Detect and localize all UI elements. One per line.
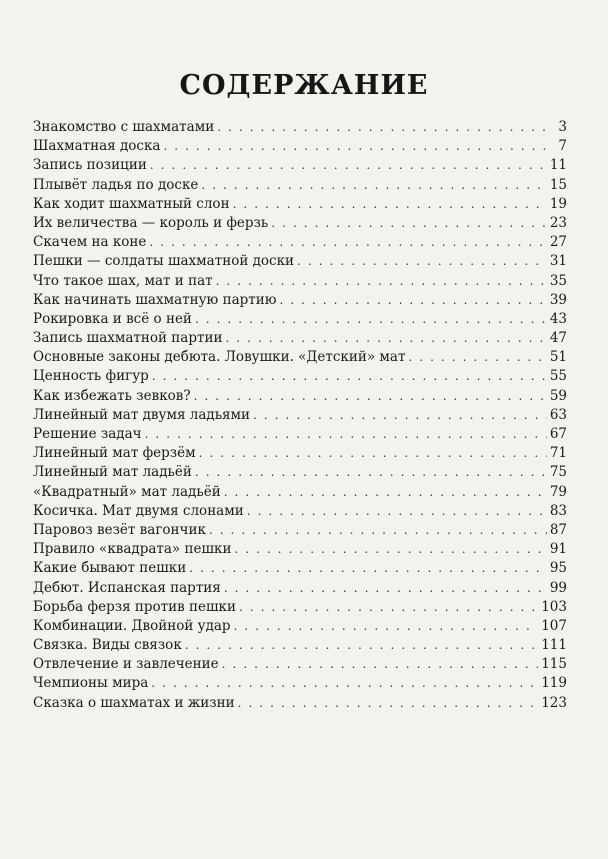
dot-leader [297, 252, 547, 271]
toc-entry [33, 483, 567, 502]
toc-entry-page-number: 95 [549, 560, 567, 577]
toc-entry [33, 137, 567, 156]
dot-leader [163, 137, 550, 156]
dot-leader [195, 463, 547, 482]
toc-entry [33, 674, 567, 693]
dot-leader [201, 176, 546, 195]
toc-entry-page-number: 7 [558, 138, 567, 155]
toc-entry-page-number: 27 [549, 234, 567, 251]
toc-entry-page-number: 35 [549, 272, 567, 289]
toc-entry-title: Решение задач [33, 426, 142, 442]
toc-entry-page-number: 47 [549, 330, 567, 347]
toc-entry [33, 387, 567, 406]
toc-entry [33, 463, 567, 482]
dot-leader [279, 291, 546, 310]
toc-entry-page-number: 3 [558, 119, 567, 135]
toc-entry [33, 118, 567, 137]
toc-entry-title: Ценность фигур [33, 368, 149, 385]
toc-entry-title: «Квадратный» мат ладьёй [33, 483, 221, 500]
toc-entry-page-number: 19 [549, 195, 567, 212]
toc-entry [33, 367, 567, 386]
dot-leader [271, 214, 547, 233]
dot-leader [152, 367, 547, 386]
toc-entry [33, 252, 567, 271]
toc-entry-page-number: 67 [549, 426, 567, 442]
page-title: СОДЕРЖАНИЕ [179, 70, 429, 102]
toc-entry-page-number: 15 [549, 176, 567, 193]
toc-entry-title: Отвлечение и завлечение [33, 656, 219, 673]
toc-entry [33, 540, 567, 559]
dot-leader [149, 233, 546, 252]
table-of-contents [33, 118, 567, 713]
toc-entry-title: Что такое шах, мат и пат [33, 272, 213, 289]
toc-entry-page-number: 51 [549, 349, 567, 366]
toc-entry [33, 406, 567, 425]
toc-entry-page-number: 11 [549, 157, 567, 174]
toc-entry-page-number: 99 [549, 579, 567, 596]
dot-leader [234, 617, 539, 636]
toc-entry-title: Их величества — король и ферзь [33, 214, 269, 231]
toc-entry-page-number: 63 [549, 406, 567, 423]
dot-leader [189, 559, 547, 578]
toc-entry-page-number: 23 [549, 214, 567, 231]
toc-entry-title: Плывёт ладья по доске [33, 176, 199, 193]
toc-entry [33, 502, 567, 521]
toc-entry [33, 559, 567, 578]
toc-entry-title: Комбинации. Двойной удар [33, 617, 231, 634]
toc-entry-page-number: 103 [541, 598, 567, 615]
toc-entry-page-number: 55 [549, 368, 567, 385]
toc-entry-page-number: 119 [541, 675, 567, 692]
toc-entry [33, 214, 567, 233]
dot-leader [195, 310, 547, 329]
toc-entry [33, 521, 567, 540]
toc-entry [33, 425, 567, 444]
toc-entry [33, 156, 567, 175]
toc-entry-title: Как начинать шахматную партию [33, 291, 277, 308]
toc-entry [33, 636, 567, 655]
toc-entry-title: Запись шахматной партии [33, 330, 223, 347]
toc-entry-title: Основные законы дебюта. Ловушки. «Детский» мат [33, 349, 406, 366]
toc-entry-page-number: 87 [549, 521, 567, 538]
toc-entry-title: Шахматная доска [33, 138, 161, 155]
toc-entry-page-number: 31 [549, 253, 567, 270]
dot-leader [150, 156, 547, 175]
toc-entry-page-number: 83 [549, 502, 567, 519]
toc-entry-page-number: 91 [549, 541, 567, 558]
toc-entry-title: Правило «квадрата» пешки [33, 541, 232, 558]
toc-entry-title: Косичка. Мат двумя слонами [33, 502, 244, 519]
toc-entry [33, 272, 567, 291]
toc-entry-page-number: 43 [549, 310, 567, 327]
toc-entry-title: Линейный мат ладьёй [33, 464, 192, 481]
toc-entry [33, 444, 567, 463]
toc-entry [33, 310, 567, 329]
toc-entry-title: Знакомство с шахматами [33, 119, 215, 135]
toc-entry-title: Линейный мат ферзём [33, 445, 196, 462]
toc-entry-title: Сказка о шахматах и жизни [33, 694, 235, 711]
toc-entry-title: Дебют. Испанская партия [33, 579, 221, 596]
toc-entry [33, 176, 567, 195]
dot-leader [225, 329, 546, 348]
toc-entry-page-number: 39 [549, 291, 567, 308]
dot-leader [253, 406, 547, 425]
toc-entry-title: Линейный мат двумя ладьями [33, 406, 251, 423]
dot-leader [209, 521, 547, 540]
toc-entry-title: Скачем на коне [33, 234, 147, 251]
toc-entry [33, 579, 567, 598]
dot-leader [239, 598, 538, 617]
toc-entry-title: Как избежать зевков? [33, 387, 191, 404]
toc-entry-page-number: 107 [541, 617, 567, 634]
dot-leader [199, 444, 547, 463]
dot-leader [151, 674, 538, 693]
dot-leader [224, 579, 547, 598]
toc-entry-page-number: 123 [541, 694, 567, 711]
dot-leader [408, 348, 546, 367]
dot-leader [216, 272, 547, 291]
toc-entry [33, 348, 567, 367]
toc-entry-title: Рокировка и всё о ней [33, 310, 192, 327]
dot-leader [217, 118, 550, 137]
toc-entry [33, 598, 567, 617]
dot-leader [238, 694, 539, 713]
toc-entry-title: Чемпионы мира [33, 675, 149, 692]
toc-entry-title: Связка. Виды связок [33, 637, 182, 654]
toc-entry [33, 694, 567, 713]
dot-leader [185, 636, 538, 655]
toc-entry [33, 617, 567, 636]
toc-entry [33, 291, 567, 310]
toc-entry-page-number: 71 [549, 445, 567, 462]
dot-leader [194, 387, 547, 406]
toc-entry [33, 329, 567, 348]
dot-leader [224, 483, 547, 502]
toc-entry [33, 233, 567, 252]
toc-entry-page-number: 115 [541, 656, 567, 673]
dot-leader [233, 195, 547, 214]
dot-leader [234, 540, 546, 559]
toc-entry-title: Какие бывают пешки [33, 560, 187, 577]
toc-entry-title: Как ходит шахматный слон [33, 195, 230, 212]
toc-entry-page-number: 79 [549, 483, 567, 500]
toc-entry-page-number: 75 [549, 464, 567, 481]
dot-leader [222, 655, 539, 674]
toc-entry [33, 655, 567, 674]
toc-entry-page-number: 59 [549, 387, 567, 404]
toc-entry [33, 195, 567, 214]
toc-entry-page-number: 111 [541, 637, 567, 654]
dot-leader [145, 425, 547, 444]
toc-entry-title: Запись позиции [33, 157, 147, 174]
toc-entry-title: Борьба ферзя против пешки [33, 598, 236, 615]
toc-entry-title: Паровоз везёт вагончик [33, 521, 206, 538]
toc-entry-title: Пешки — солдаты шахматной доски [33, 253, 295, 270]
dot-leader [247, 502, 547, 521]
